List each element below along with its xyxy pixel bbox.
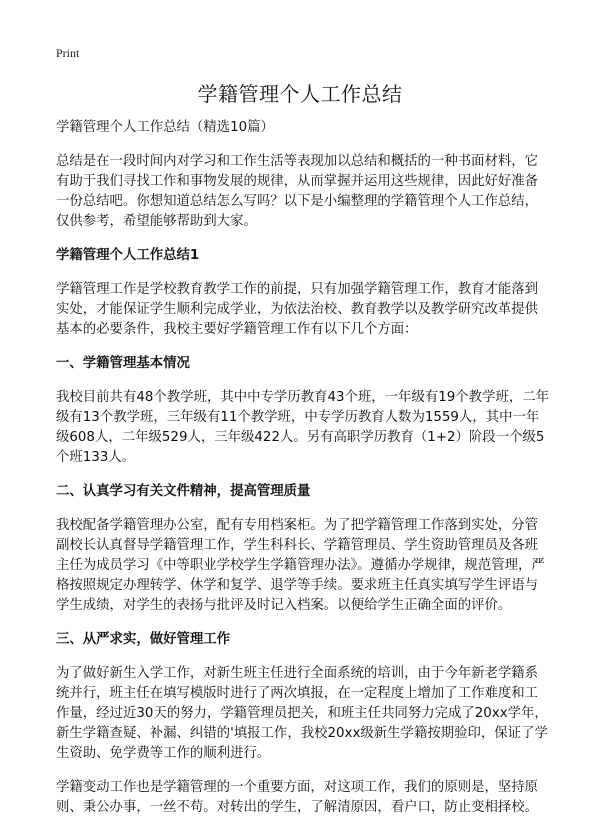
paragraph-basic-situation: 我校目前共有48个教学班，其中中专学历教育43个班，一年级有19个教学班，二年级有13个教学班，三年级有11个教学班，中专学历教育人数为1559人，其中一年级608人，二年级529人，三年级422人。另有高职学历教育（1+2）阶段一个级5个班133人。 xyxy=(56,390,550,465)
heading-study-documents: 二、认真学习有关文件精神，提高管理质量 xyxy=(56,484,311,499)
section-intro-paragraph: 学籍管理工作是学校教育教学工作的前提，只有加强学籍管理工作，教育才能落到实处，才能保证学生顺利完成学业，为依法治校、教育教学以及教学研究改革提供基本的必要条件，我校主要好学籍管理工作有以下几个方面： xyxy=(56,282,539,337)
document-body xyxy=(56,118,550,832)
document-subtitle: 学籍管理个人工作总结（精选10篇） xyxy=(56,120,274,135)
print-link[interactable]: Print xyxy=(56,46,80,60)
paragraph-new-students: 为了做好新生入学工作，对新生班主任进行全面系统的培训，由于今年新老学籍系统并行，班主任在填写模版时进行了两次填报，在一定程度上增加了工作难度和工作量，经过近30天的努力，学籍管理员把关，和班主任共同努力完成了20xx学年，新生学籍查疑、补漏、纠错的'填报工作，我校20xx级新生学籍按期验印，保证了学生资助、免学费等工作的顺利进行。 xyxy=(56,666,548,761)
paragraph-study-documents: 我校配备学籍管理办公室，配有专用档案柜。为了把学籍管理工作落到实处，分管副校长认真督导学籍管理工作，学生科科长、学籍管理员、学生资助管理员及各班主任为成员学习《中等职业学校学生学籍管理办法》。遵循办学规律，规范管理，严格按照规定办理转学、休学和复学、退学等手续。要求班主任真实填写学生评语与学生成绩，对学生的表扬与批评及时记入档案。以便给学生正确全面的评价。 xyxy=(56,518,545,613)
section-title: 学籍管理个人工作总结1 xyxy=(56,248,200,263)
intro-paragraph: 总结是在一段时间内对学习和工作生活等表现加以总结和概括的一种书面材料，它有助于我们寻找工作和事物发展的规律，从而掌握并运用这些规律，因此好好准备一份总结吧。你想知道总结怎么写吗？以下是小编整理的学籍管理个人工作总结，仅供参考，希望能够帮助到大家。 xyxy=(56,154,539,229)
heading-basic-situation: 一、学籍管理基本情况 xyxy=(56,356,190,371)
heading-strict-management: 三、从严求实，做好管理工作 xyxy=(56,632,231,647)
paragraph-record-changes: 学籍变动工作也是学籍管理的一个重要方面，对这项工作，我们的原则是，坚持原则、秉公办事，一丝不苟。对转出的学生，了解清原因，看户口，防止变相择校。 xyxy=(56,780,539,815)
page-title: 学籍管理个人工作总结 xyxy=(197,82,403,106)
